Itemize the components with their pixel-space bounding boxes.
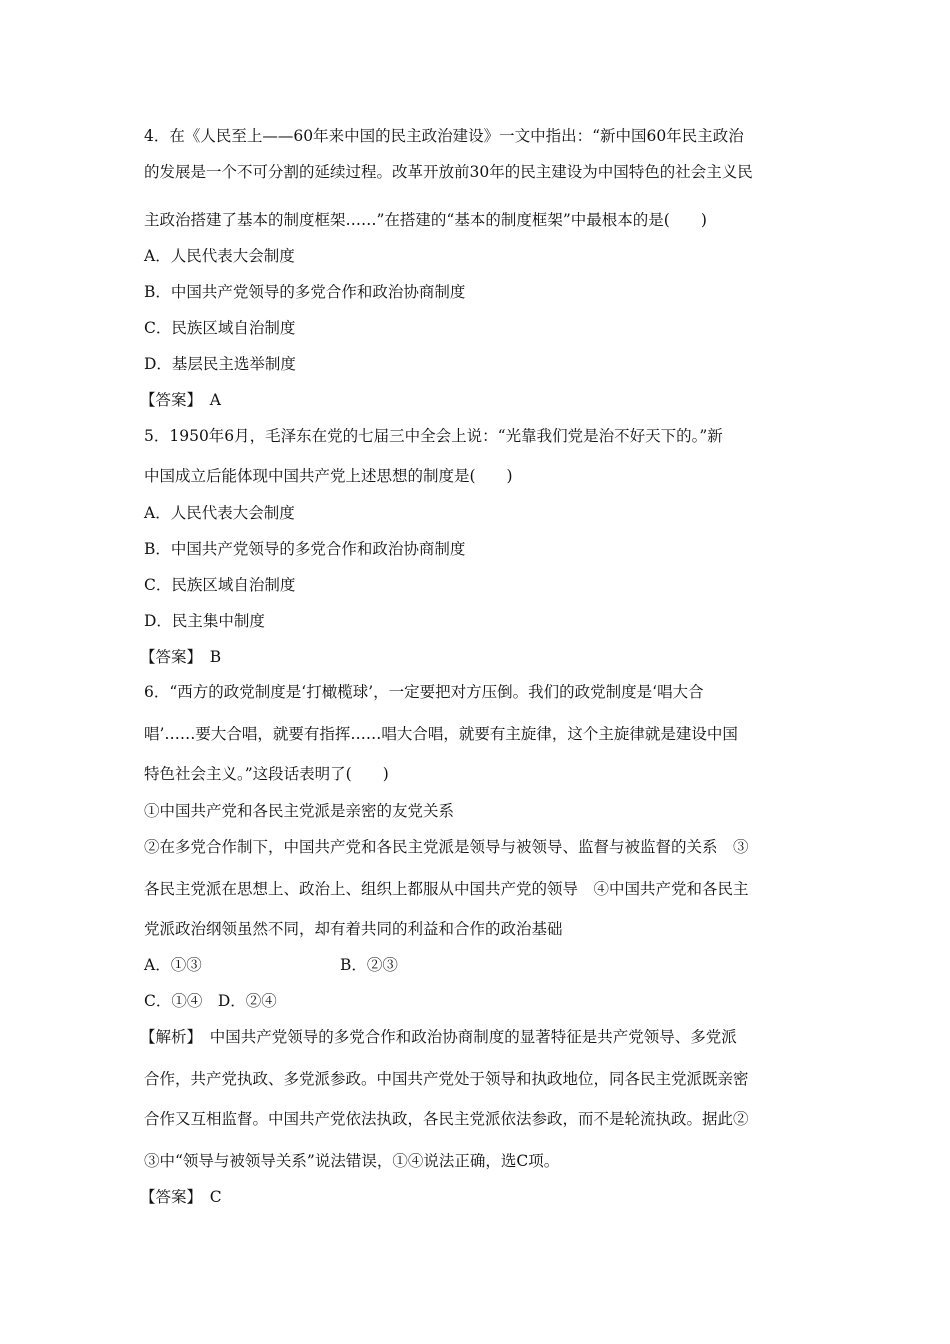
- q6-option-b: B．②③: [340, 956, 398, 974]
- q6-answer: 【答案】 C: [140, 1188, 222, 1206]
- q4-answer: 【答案】 A: [140, 391, 221, 409]
- q5-stem-line-1: 5．1950年6月，毛泽东在党的七届三中全会上说：“光靠我们党是治不好天下的。”新: [144, 427, 723, 445]
- q6-analysis-line-2: 合作，共产党执政、多党派参政。中国共产党处于领导和执政地位，同各民主党派既亲密: [144, 1070, 749, 1088]
- q6-stem-line-3: 特色社会主义。”这段话表明了( ): [144, 765, 389, 783]
- q6-stem-line-1: 6．“西方的政党制度是‘打橄榄球’，一定要把对方压倒。我们的政党制度是‘唱大合: [144, 683, 704, 701]
- q4-stem-line-1: 4．在《人民至上——60年来中国的民主政治建设》一文中指出：“新中国60年民主政治: [144, 127, 744, 145]
- q5-option-b: B．中国共产党领导的多党合作和政治协商制度: [144, 540, 466, 558]
- q6-analysis-line-3: 合作又互相监督。中国共产党依法执政，各民主党派依法参政，而不是轮流执政。据此②: [144, 1110, 749, 1128]
- q6-analysis-line-1: 【解析】 中国共产党领导的多党合作和政治协商制度的显著特征是共产党领导、多党派: [140, 1028, 737, 1046]
- q6-option-a: A．①③: [144, 956, 202, 974]
- q6-stem-line-2: 唱’……要大合唱，就要有指挥……唱大合唱，就要有主旋律，这个主旋律就是建设中国: [144, 725, 738, 743]
- q5-stem-line-2: 中国成立后能体现中国共产党上述思想的制度是( ): [144, 467, 513, 485]
- q6-statement-2: ②在多党合作制下，中国共产党和各民主党派是领导与被领导、监督与被监督的关系 ③: [144, 838, 749, 856]
- q6-statement-4: 党派政治纲领虽然不同，却有着共同的利益和合作的政治基础: [144, 920, 563, 938]
- q4-option-c: C．民族区域自治制度: [144, 319, 296, 337]
- q6-analysis-line-4: ③中“领导与被领导关系”说法错误，①④说法正确，选C项。: [144, 1152, 560, 1170]
- q6-statement-3: 各民主党派在思想上、政治上、组织上都服从中国共产党的领导 ④中国共产党和各民主: [144, 880, 749, 898]
- q4-option-a: A．人民代表大会制度: [144, 247, 295, 265]
- q6-option-c-d: C．①④ D．②④: [144, 992, 277, 1010]
- q4-stem-line-2: 的发展是一个不可分割的延续过程。改革开放前30年的民主建设为中国特色的社会主义民: [144, 163, 753, 181]
- q4-stem-line-3: 主政治搭建了基本的制度框架……”在搭建的“基本的制度框架”中最根本的是( ): [144, 211, 707, 229]
- q5-option-c: C．民族区域自治制度: [144, 576, 296, 594]
- q5-option-a: A．人民代表大会制度: [144, 504, 295, 522]
- q4-option-b: B．中国共产党领导的多党合作和政治协商制度: [144, 283, 466, 301]
- q4-option-d: D．基层民主选举制度: [144, 355, 296, 373]
- q5-answer: 【答案】 B: [140, 648, 222, 666]
- q6-statement-1: ①中国共产党和各民主党派是亲密的友党关系: [144, 802, 455, 820]
- q5-option-d: D．民主集中制度: [144, 612, 265, 630]
